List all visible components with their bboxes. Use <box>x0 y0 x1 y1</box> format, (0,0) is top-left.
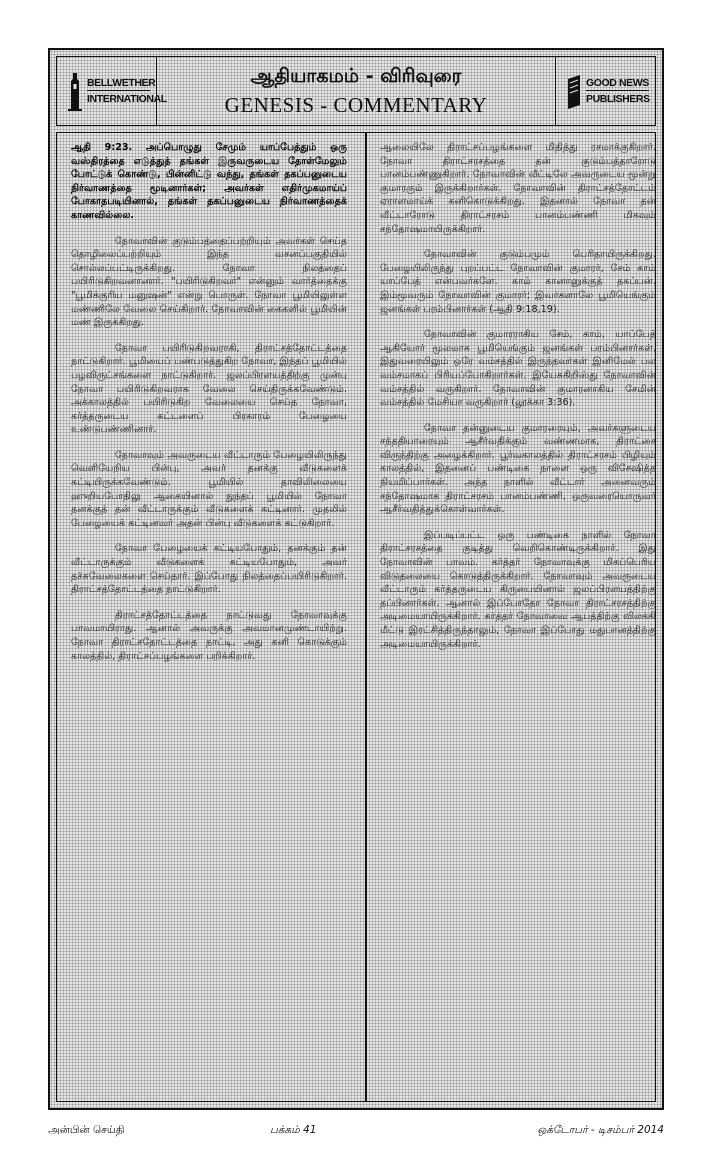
paragraph: நோவா தன்னுடைய குமாரரையும், அவர்களுடைய சந்ததியாரையும் ஆசீர்வதிக்கும் வண்ணமாக, திராட்சை விருந்திற்கு அழைக்கிறார். பூர்வகாலத்தில் திராட்சரசம் பிழியும் காலத்தில், இதனைப் பண்டிகை நாளை ஒரு விசேஷித்த நியமிப்பார்கள். அந்த நாளில் வீட்டார் அனைவரும் சந்தோஷமாக திராட்சரசம் பானம்பண்ணி, ஒருவரையொருவர் ஆசீர்வதித்துக்கொள்வார்கள். <box>380 422 656 516</box>
right-logo-line2: PUBLISHERS <box>586 90 649 106</box>
left-logo-cell <box>57 57 167 125</box>
left-logo-line1: BELLWETHER <box>87 77 156 89</box>
paragraph: நோவா பயிரிடுகிறவராகி, திராட்சத்தோட்டத்தை நாட்டுகிறார். பூமியைப் பண்படுத்துகிற நோவா, இந்தப் பூமியில் பழவிருட்சங்களை நாட்டுகிறார். ஜலப்பிரளயத்திற்கு முன்பு நோவா பயிரிடுகிறவராக வேலை செய்திருக்கவேண்டும். அக்காலத்தில் பயிரிடுகிற வேலையை செய்த நோவா, கர்த்தருடைய கட்டளைப் பிரகாரம் பேழையை உண்டுபண்ணினார். <box>71 342 347 436</box>
footer-page-number: பக்கம் 41 <box>270 1124 317 1136</box>
right-logo-cell <box>555 57 655 125</box>
paragraph: ஆலையிலே திராட்சப்பழங்களை மிதித்து ரசமாக்குகிறார். நோவா திராட்சரசத்தை தன் குடும்பத்தாரோடு பானம்பண்ணுகிறார். நோவாவின் வீட்டிலே அவருடைய மூன்று குமாரரும் இருக்கிறார்கள். நோவாவின் திராட்சத்தோட்டம் ஏராளமாய்க் கனிகொடுக்கிறது. இதனால் நோவா தன் வீட்டாரோடு திராட்சரசம் பானம்பண்ணி மிகவும் சந்தோஷமாயிருக்கிறார். <box>380 142 656 235</box>
good-news-logo <box>564 69 649 113</box>
book-icon <box>566 71 582 111</box>
paragraph: நோவாவின் குடும்பமும் பெரிதாயிருக்கிறது. பேழையிலிருந்து புறப்பட்ட நோவாவின் குமாரர், சேம் காம் யாப்பேத் என்பவர்களே. காம் கானானுக்குத் தகப்பன். இம்மூவரும் நோவாவின் குமாரர்; இவர்களாலே பூமியெங்கும் ஜனங்கள் பரம்பினார்கள் (ஆதி 9:18,19). <box>380 249 656 315</box>
paragraph: நோவா பேழையைக் கட்டியபோதும், தனக்கும் தன் வீட்டாருக்கும் வீடுகளைக் கட்டியபோதும், அவர் தச்சுவேலைகளை செய்தார். இப்போது நிலத்தைப்பயிரிடுகிறார். திராட்சத்தோட்டத்தை நாட்டுகிறார். <box>71 543 347 596</box>
title-english: GENESIS - COMMENTARY <box>224 93 488 117</box>
left-logo-line2: INTERNATIONAL <box>87 90 150 106</box>
page-footer <box>48 1124 664 1144</box>
paragraph: நோவாவின் குடும்பத்தைப்பற்றியும் அவர்கள் செய்த தொழிலைப்பற்றியும் இந்த வசனப்பகுதியில் சொல்லப்பட்டிருக்கிறது. நோவா நிலத்தைப் பயிரிடுகிறவனானார். "பயிரிடுகிறவர்" என்னும் வார்த்தைக்கு "பூமிக்குரிய மனுஷன்" என்று பொருள். நோவா பூமியிலுள்ள மண்ணிலே வேலை செய்கிறார். நோவாவின் கைகளில் பூமியின் மண் இருக்கிறது. <box>71 235 347 329</box>
bellwether-logo <box>65 69 167 113</box>
footer-magazine-name: அன்பின் செய்தி <box>48 1124 125 1136</box>
paragraph: இப்படிப்பட்ட ஒரு பண்டிகை நாளில் நோவா திராட்சரசத்தை குடித்து வெறிகொண்டிருக்கிறார். இது நோவாவின் பாவம். கர்த்தர் நோவாவுக்கு மிகப்பெரிய விடுதலையை கொடுத்திருக்கிறார். நோவாவும் அவருடைய வீட்டாரும் கர்த்தருடைய கிருபையினால் ஜலப்பிரளயத்திற்கு தப்பினார்கள். ஆனால் இப்போதோ நோவா திராட்சரசத்திற்கு அடிமையாயிருக்கிறார். கர்த்தர் நோவாவை ஆபத்திற்கு விலக்கி மீட்டு இரட்சித்திருந்தாலும், நோவா இப்போது மதுபானத்திற்கு அடிமையாயிருக்கிறார். <box>380 529 656 650</box>
paragraph: நோவாவின் குமாரராகிய சேம், காம், யாப்பேத் ஆகியோர் மூலமாக பூமியெங்கும் ஜனங்கள் பரம்பினார்கள். இதுவரையிலும் ஒரே வம்சத்தில் இருந்தவர்கள் இனிமேல் பல வம்சமாகப் பிரியப்போகிறார்கள். இயேசுகிறிஸ்து நோவாவின் வம்சத்தில் வருகிறார். நோவாவின் குமாரனாகிய சேமின் வம்சத்தில் மேசியா வருகிறார் (லூக்கா 3:36). <box>380 329 656 409</box>
right-column <box>366 133 666 1101</box>
footer-issue-date: ஒக்டோபர் - டிசம்பர் 2014 <box>537 1124 664 1136</box>
left-column <box>57 133 357 1101</box>
header <box>56 56 656 126</box>
verse-paragraph: ஆதி 9:23. அப்பொழுது சேமும் யாப்பேத்தும் ஒரு வஸ்திரத்தை எடுத்துத் தங்கள் இருவருடைய தோள்மேலும் போட்டுக் கொண்டு, பின்னிட்டு வந்து, தங்கள் தகப்பனுடைய நிர்வாணத்தை மூடினார்கள்; அவர்கள் எதிர்முகமாய்ப் போகாதபடியினால், தங்கள் தகப்பனுடைய நிர்வாணத்தைக் காணவில்லை. <box>71 142 347 221</box>
paragraph: திராட்சத்தோட்டத்தை நாட்டுவது நோவாவுக்கு பாவமாயிராது. ஆனால் அவருக்கு அவமானமுண்டாயிற்று. நோவா திராட்சதோட்டத்தை நாட்டி, அது கனி கொடுக்கும் காலத்தில், திராட்சப்பழங்களை பறிக்கிறார். <box>71 609 347 662</box>
article-body <box>56 132 656 1102</box>
page-frame <box>48 48 664 1110</box>
right-logo-line1: GOOD NEWS <box>586 77 649 89</box>
title-cell <box>157 57 555 125</box>
bell-tower-icon <box>67 71 83 111</box>
title-tamil: ஆதியாகமம் - விரிவுரை <box>250 65 462 87</box>
paragraph: நோவாவும் அவருடைய வீட்டாரும் பேழையிலிருந்து வெளியேறிய பின்பு, அவர் தனக்கு வீடுகளைக் கட்டியிருக்கவேண்டும். பூமியில் தாவிலிலையை ஹுறியபோதிலு ஆகையினால் நுந்தப் பூமியில் நோவா தனக்குத் தன் வீட்டாருக்கும் வீடுகளைக் கட்டினார். முதலில் பேழையைக் கட்டினவர் அதன் பின்பு வீடுகளைக் கட்டுகிறார். <box>71 449 347 529</box>
